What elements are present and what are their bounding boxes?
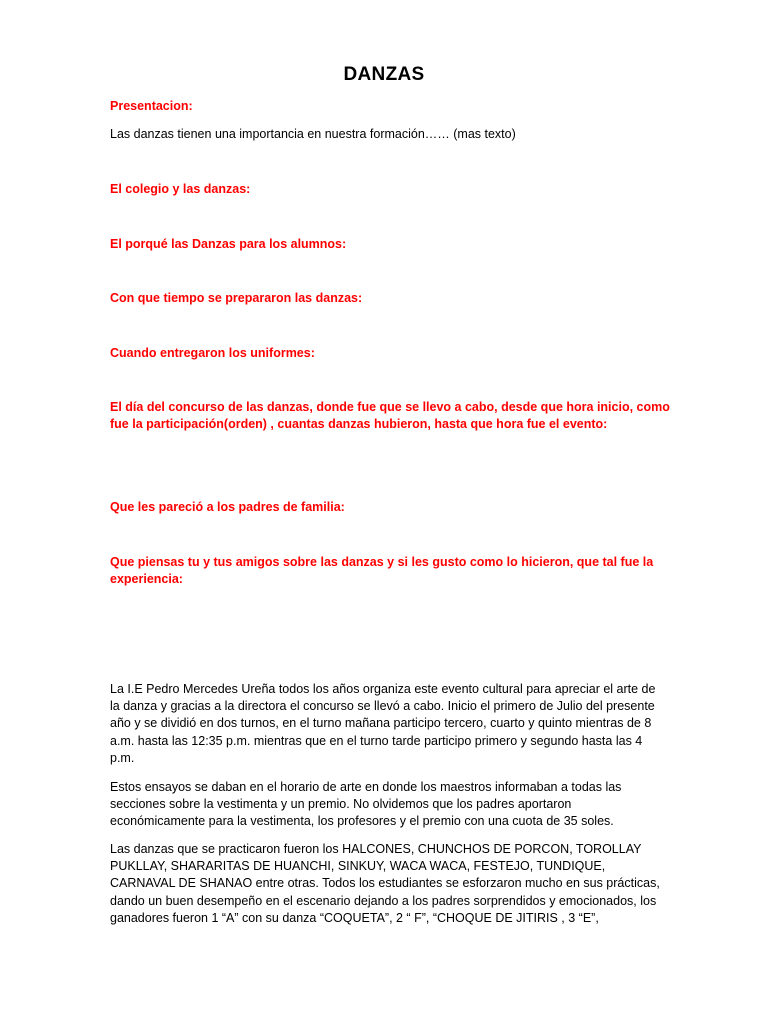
presentation-heading: Presentacion: xyxy=(110,99,193,113)
question-heading: El día del concurso de las danzas, donde fue que se llevo a cabo, desde que hora inicio, como fue la participación(orden) , cuantas danzas hubieron, hasta que hora fue el evento: xyxy=(110,400,670,431)
question-heading: El colegio y las danzas: xyxy=(110,182,251,196)
question-heading: Que piensas tu y tus amigos sobre las danzas y si les gusto como lo hicieron, que tal fue la experiencia: xyxy=(110,555,654,586)
presentation-text: Las danzas tienen una importancia en nuestra formación…… (mas texto) xyxy=(110,127,516,141)
body-paragraph: Estos ensayos se daban en el horario de arte en donde los maestros informaban a todas las secciones sobre la vestimenta y un premio. No olvidemos que los padres aportaron económicamente para la vestimenta, los profesores y el premio con una cuota de 35 soles. xyxy=(110,780,622,829)
body-paragraph: La I.E Pedro Mercedes Ureña todos los años organiza este evento cultural para apreciar el arte de la danza y gracias a la directora el concurso se llevó a cabo. Inicio el primero de Julio del presente año y se dividió en dos turnos, en el turno mañana participo tercero, cuarto y quinto mientras de 8 a.m. hasta las 12:35 p.m. mientras que en el turno tarde participo primero y segundo hasta las 4 p.m. xyxy=(110,682,656,765)
question-heading: Con que tiempo se prepararon las danzas: xyxy=(110,291,363,305)
question-heading: Cuando entregaron los uniformes: xyxy=(110,346,315,360)
question-heading: Que les pareció a los padres de familia: xyxy=(110,500,345,514)
document-title: DANZAS xyxy=(343,64,425,85)
body-paragraph: Las danzas que se practicaron fueron los HALCONES, CHUNCHOS DE PORCON, TOROLLAY PUKLLAY, SHARARITAS DE HUANCHI, SINKUY, WACA WACA, FESTEJO, TUNDIQUE, CARNAVAL DE SHANAO entre otras. Todos los estudiantes se esforzaron mucho en sus prácticas, dando un buen desempeño en el escenario dejando a los padres sorprendidos y emocionados, los ganadores fueron 1 “A” con su danza “COQUETA”, 2 “ F”, “CHOQUE DE JITIRIS , 3 “E”, xyxy=(110,842,660,925)
question-heading: El porqué las Danzas para los alumnos: xyxy=(110,237,347,251)
